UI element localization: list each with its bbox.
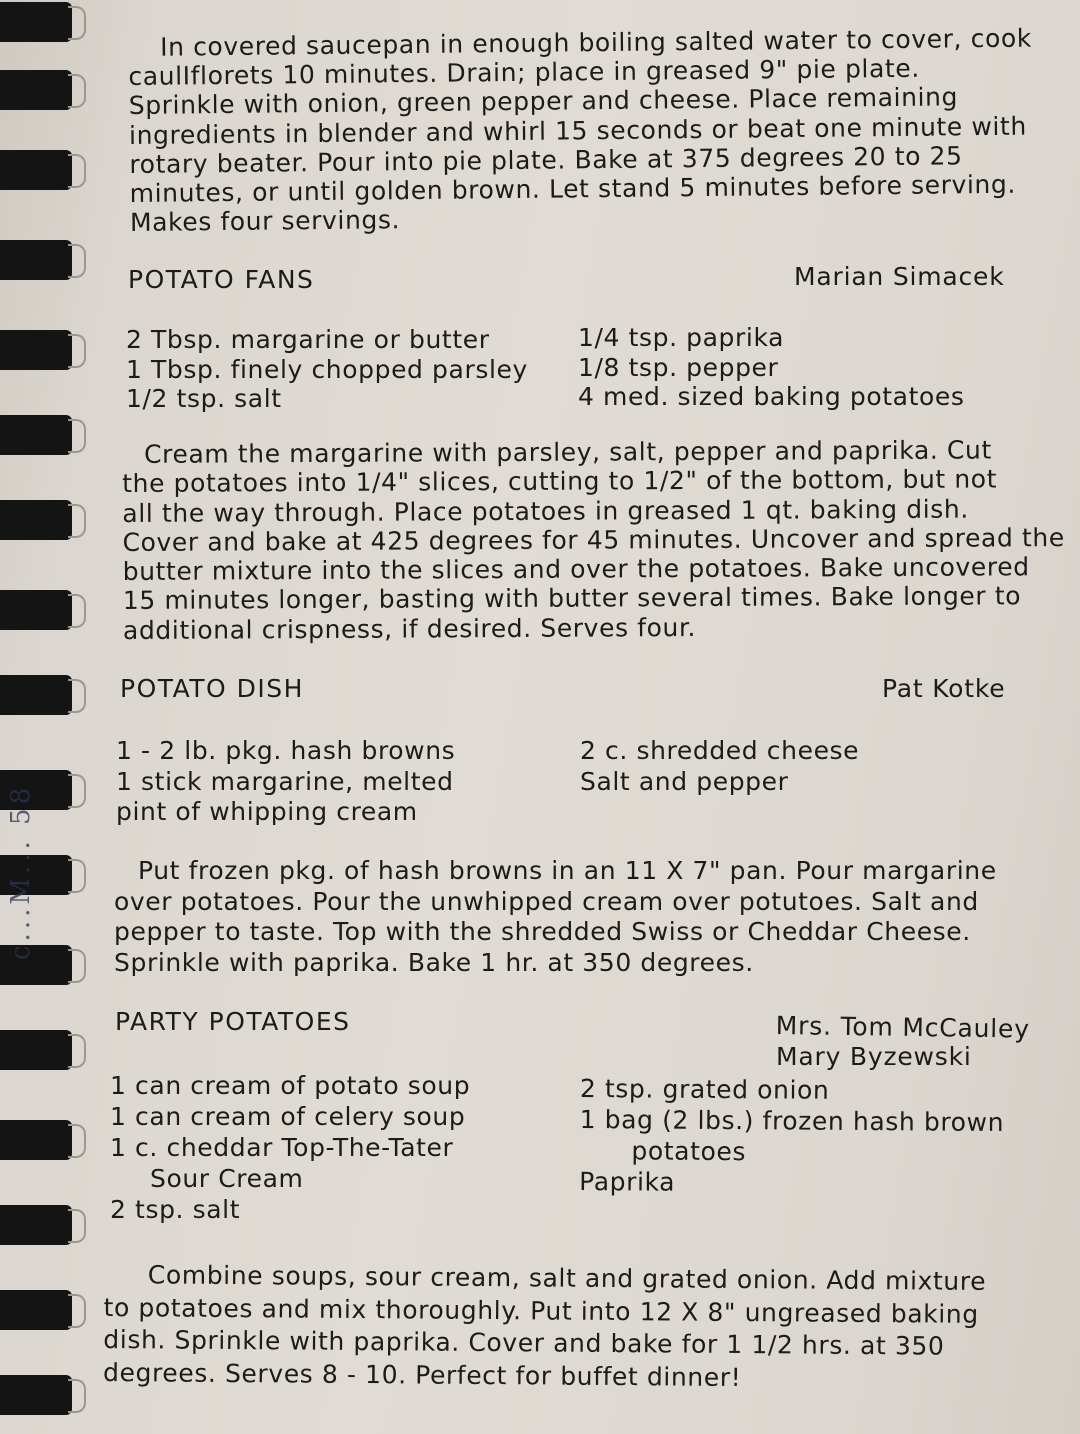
ingredient: 2 tsp. grated onion — [579, 1074, 830, 1105]
ingredients-right — [578, 323, 965, 412]
recipe-directions — [122, 435, 1065, 645]
ingredient: Sour Cream — [150, 1164, 304, 1193]
recipe-directions — [103, 1259, 986, 1396]
ingredients-left — [110, 1070, 470, 1225]
recipe-author: Mary Byzewski — [776, 1042, 972, 1071]
direction-line: 15 minutes longer, basting with butter several times. Bake longer to — [122, 581, 1022, 616]
ingredient: Paprika — [579, 1166, 676, 1197]
recipe-title: PARTY POTATOES — [115, 1007, 351, 1036]
direction-line: Cream the margarine with parsley, salt, pepper and paprika. Cut — [143, 435, 992, 469]
intro-line: In covered saucepan in enough boiling salted water to cover, cook — [159, 23, 1033, 62]
direction-line: butter mixture into the slices and over the potatoes. Bake uncovered — [122, 552, 1030, 587]
direction-line: the potatoes into 1/4" slices, cutting to 1/2" of the bottom, but not — [122, 464, 998, 499]
ingredient: 1 can cream of celery soup — [110, 1102, 466, 1131]
ingredient: 1 - 2 lb. pkg. hash browns — [116, 736, 456, 765]
binding-ring — [0, 590, 72, 630]
recipe-author: Mrs. Tom McCauley — [775, 1011, 1031, 1044]
ingredients-right — [580, 736, 859, 797]
direction-line: Sprinkle with paprika. Bake 1 hr. at 350 degrees. — [114, 947, 754, 977]
intro-line: caulIflorets 10 minutes. Drain; place in greased 9" pie plate. — [128, 53, 921, 92]
direction-line: Put frozen pkg. of hash browns in an 11 X 7" pan. Pour margarine — [138, 856, 997, 885]
ingredient: 1 stick margarine, melted — [116, 766, 454, 796]
binding-ring — [0, 500, 72, 540]
ingredient: 1 c. cheddar Top-The-Tater — [110, 1133, 454, 1162]
ingredient: 1 Tbsp. finely chopped parsley — [126, 354, 528, 384]
direction-line: pepper to taste. Top with the shredded Swiss or Cheddar Cheese. — [114, 917, 971, 946]
direction-line: dish. Sprinkle with paprika. Cover and bake for 1 1/2 hrs. at 350 — [103, 1324, 945, 1361]
intro-line: Sprinkle with onion, green pepper and cheese. Place remaining — [128, 82, 959, 121]
ingredient: 1 can cream of potato soup — [110, 1071, 471, 1100]
binding-ring — [0, 2, 72, 42]
binding-ring — [0, 1375, 72, 1415]
binding-ring — [0, 415, 72, 455]
direction-line: over potatoes. Pour the unwhipped cream over potutoes. Salt and — [114, 886, 979, 916]
binding-ring — [0, 150, 72, 190]
ingredients-left — [126, 325, 528, 414]
ingredient: 2 tsp. salt — [110, 1195, 241, 1224]
intro-line: minutes, or until golden brown. Let stand 5 minutes before serving. — [129, 169, 1017, 209]
margin-handwriting: c...M... 58 — [6, 783, 36, 960]
ingredient: pint of whipping cream — [116, 797, 418, 826]
recipe-title: POTATO FANS — [128, 265, 315, 294]
direction-line: all the way through. Place potatoes in greased 1 qt. baking dish. — [122, 494, 969, 528]
ingredients-right — [579, 1073, 1004, 1200]
direction-line: to potatoes and mix thoroughly. Put into 12 X 8" ungreased baking — [103, 1292, 979, 1329]
binding-ring — [0, 70, 72, 110]
binding-ring — [0, 1290, 72, 1330]
ingredient: potatoes — [631, 1136, 747, 1167]
ingredient: 1/4 tsp. paprika — [578, 323, 785, 352]
direction-line: additional crispness, if desired. Serves four. — [122, 612, 697, 645]
ingredient: 2 c. shredded cheese — [580, 736, 860, 765]
direction-line: Cover and bake at 425 degrees for 45 minutes. Uncover and spread the — [122, 522, 1065, 557]
binding-ring — [0, 240, 72, 280]
recipe-author: Pat Kotke — [882, 674, 1006, 703]
intro-line: ingredients in blender and whirl 15 seconds or beat one minute with — [128, 111, 1027, 150]
intro-paragraph — [128, 24, 1034, 238]
ingredient: 2 Tbsp. margarine or butter — [126, 325, 490, 354]
recipe-author: Marian Simacek — [794, 262, 1005, 291]
ingredient: 4 med. sized baking potatoes — [578, 382, 965, 411]
intro-line: rotary beater. Pour into pie plate. Bake at 375 degrees 20 to 25 — [129, 141, 963, 179]
binding-ring — [0, 330, 72, 370]
ingredient: Salt and pepper — [580, 766, 789, 796]
direction-line: degrees. Serves 8 - 10. Perfect for buffet dinner! — [102, 1357, 742, 1392]
ingredient: 1 bag (2 lbs.) frozen hash brown — [579, 1104, 1005, 1137]
recipe-directions — [114, 856, 997, 978]
recipe-title: POTATO DISH — [120, 674, 304, 703]
binding-ring — [0, 1120, 72, 1160]
ingredients-left — [116, 736, 455, 828]
intro-line: Makes four servings. — [129, 205, 401, 238]
ingredient: 1/8 tsp. pepper — [578, 352, 779, 382]
binding-ring — [0, 1030, 72, 1070]
ingredient: 1/2 tsp. salt — [126, 384, 282, 413]
direction-line: Combine soups, sour cream, salt and grated onion. Add mixture — [147, 1260, 987, 1296]
binding-ring — [0, 1205, 72, 1245]
